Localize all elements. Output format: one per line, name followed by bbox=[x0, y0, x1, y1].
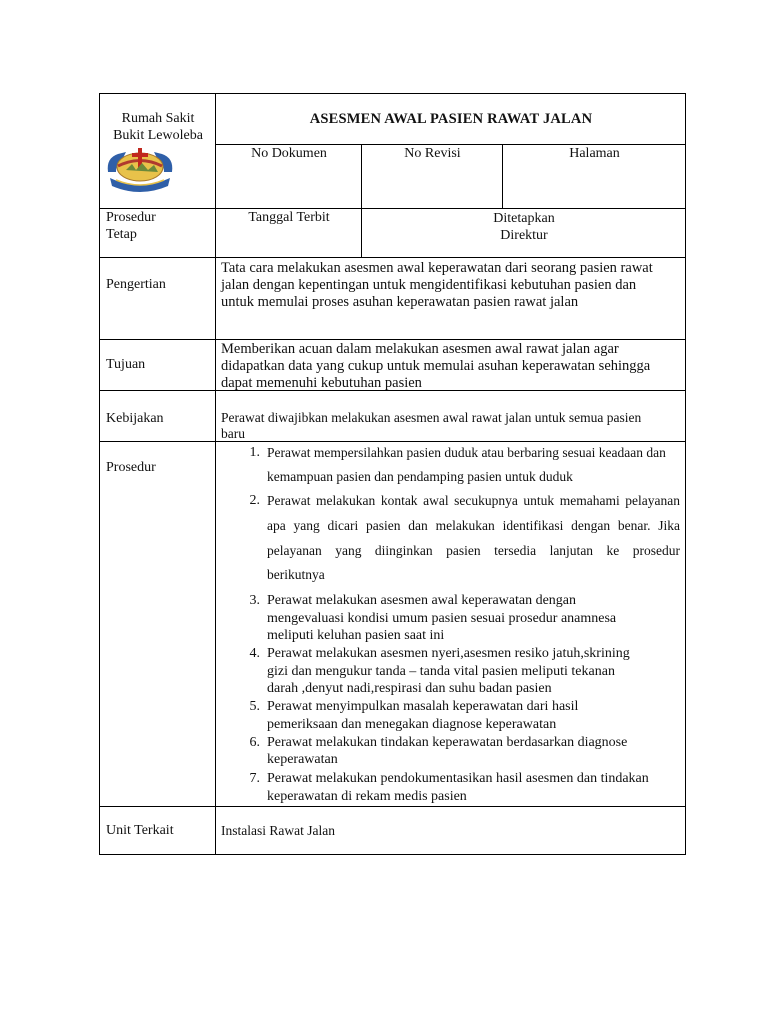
direktur-label: Direktur bbox=[500, 228, 548, 243]
halaman-label: Halaman bbox=[569, 146, 620, 161]
column-divider bbox=[215, 93, 216, 855]
prosedur-item-number: 2. bbox=[249, 493, 260, 508]
kebijakan-line: baru bbox=[221, 426, 245, 441]
table-border-top bbox=[99, 93, 686, 94]
prosedur-tetap-label-line1: Prosedur bbox=[106, 210, 156, 225]
hospital-name-line2: Bukit Lewoleba bbox=[113, 128, 203, 143]
kebijakan-line: Perawat diwajibkan melakukan asesmen awal rawat jalan untuk semua pasien bbox=[221, 410, 642, 425]
prosedur-item-line: Perawat menyimpulkan masalah keperawatan dari hasil bbox=[267, 699, 579, 714]
prosedur-item-line: keperawatan di rekam medis pasien bbox=[267, 789, 467, 804]
unit-terkait-label: Unit Terkait bbox=[106, 823, 174, 838]
prosedur-item-line: gizi dan mengukur tanda – tanda vital pasien meliputi tekanan bbox=[267, 664, 615, 679]
hospital-logo bbox=[104, 146, 176, 194]
prosedur-item-line: Perawat melakukan tindakan keperawatan berdasarkan diagnose bbox=[267, 735, 628, 750]
prosedur-item-line: meliputi keluhan pasien saat ini bbox=[267, 628, 445, 643]
table-border-bottom bbox=[99, 854, 686, 855]
prosedur-tetap-label-line2: Tetap bbox=[106, 227, 137, 242]
prosedur-item-line: pelayanan yang diinginkan pasien tersedia lanjutan ke prosedur bbox=[267, 543, 680, 558]
tujuan-label: Tujuan bbox=[106, 357, 146, 372]
document-title: ASESMEN AWAL PASIEN RAWAT JALAN bbox=[309, 111, 593, 127]
row-divider bbox=[99, 208, 686, 209]
prosedur-item-line: Perawat melakukan pendokumentasikan hasil asesmen dan tindakan bbox=[267, 771, 649, 786]
prosedur-item-number: 3. bbox=[249, 593, 260, 608]
prosedur-item-line: kemampuan pasien dan pendamping pasien untuk duduk bbox=[267, 469, 573, 484]
table-border-left bbox=[99, 93, 100, 855]
kebijakan-label: Kebijakan bbox=[106, 411, 164, 426]
kebijakan-text bbox=[221, 410, 641, 442]
pengertian-line: jalan dengan kepentingan untuk mengidentifikasi kebutuhan pasien dan bbox=[221, 277, 637, 293]
row-divider bbox=[99, 257, 686, 258]
prosedur-item-line: Perawat mempersilahkan pasien duduk atau berbaring sesuai keadaan dan bbox=[267, 445, 666, 460]
prosedur-item-line: Perawat melakukan kontak awal secukupnya untuk memahami pelayanan bbox=[267, 493, 680, 508]
prosedur-item-number: 1. bbox=[249, 445, 260, 460]
prosedur-label: Prosedur bbox=[106, 460, 156, 475]
table-border-right bbox=[685, 93, 686, 855]
prosedur-item-number: 4. bbox=[249, 646, 260, 661]
tujuan-line: dapat memenuhi kebutuhan pasien bbox=[221, 375, 422, 391]
ditetapkan-label: Ditetapkan bbox=[493, 211, 555, 226]
prosedur-item-line: berikutnya bbox=[267, 567, 325, 582]
tujuan-line: didapatkan data yang cukup untuk memulai asuhan keperawatan sehingga bbox=[221, 358, 651, 374]
prosedur-item-number: 5. bbox=[249, 699, 260, 714]
prosedur-item-number: 7. bbox=[249, 771, 260, 786]
hospital-name-line1: Rumah Sakit bbox=[121, 111, 195, 126]
prosedur-item-number: 6. bbox=[249, 735, 260, 750]
tujuan-text bbox=[221, 341, 650, 392]
unit-terkait-value: Instalasi Rawat Jalan bbox=[221, 823, 335, 838]
prosedur-item-line: Perawat melakukan asesmen nyeri,asesmen resiko jatuh,skrining bbox=[267, 646, 630, 661]
tanggal-terbit-label: Tanggal Terbit bbox=[248, 210, 330, 225]
no-revisi-label: No Revisi bbox=[404, 146, 461, 161]
prosedur-item-line: apa yang dicari pasien dan melakukan identifikasi dengan benar. Jika bbox=[267, 518, 680, 533]
no-dokumen-label: No Dokumen bbox=[251, 146, 327, 161]
pengertian-label: Pengertian bbox=[106, 277, 166, 292]
prosedur-item-line: darah ,denyut nadi,respirasi dan suhu badan pasien bbox=[267, 681, 552, 696]
prosedur-item-line: keperawatan bbox=[267, 752, 338, 767]
pengertian-line: Tata cara melakukan asesmen awal keperawatan dari seorang pasien rawat bbox=[221, 260, 653, 276]
pengertian-text bbox=[221, 260, 653, 311]
prosedur-item-line: pemeriksaan dan menegakan diagnose keperawatan bbox=[267, 717, 557, 732]
pengertian-line: untuk memulai proses asuhan keperawatan pasien rawat jalan bbox=[221, 294, 579, 310]
tujuan-line: Memberikan acuan dalam melakukan asesmen awal rawat jalan agar bbox=[221, 341, 619, 357]
row-divider bbox=[99, 806, 686, 807]
prosedur-item-line: mengevaluasi kondisi umum pasien sesuai prosedur anamnesa bbox=[267, 611, 617, 626]
prosedur-item-line: Perawat melakukan asesmen awal keperawatan dengan bbox=[267, 593, 577, 608]
row-divider bbox=[99, 339, 686, 340]
